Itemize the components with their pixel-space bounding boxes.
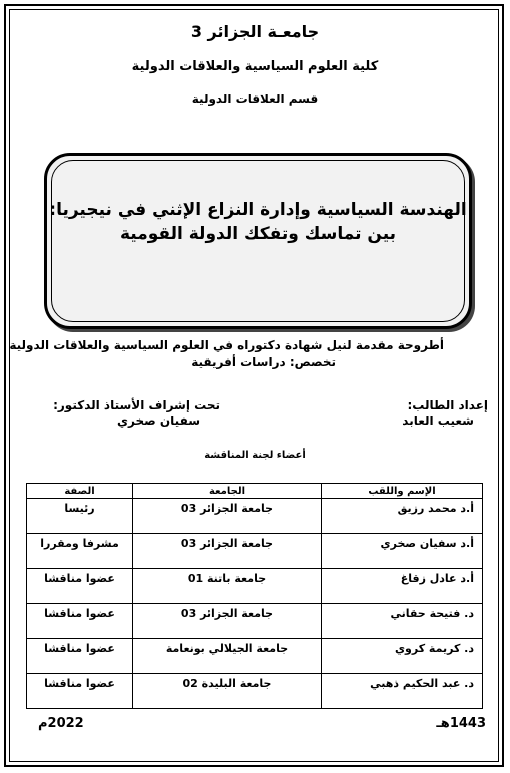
- gregorian-year: 2022م: [38, 716, 84, 731]
- member-role: عضوا مناقشا: [27, 604, 133, 639]
- table-row: [27, 674, 483, 709]
- thesis-title-line1: الهندسة السياسية وإدارة النزاع الإثني في نيجيريا:: [49, 200, 467, 220]
- supervisor-label: تحت إشراف الأستاذ الدكتور:: [53, 398, 220, 412]
- member-university: جامعة البليدة 02: [133, 674, 322, 709]
- table-row: [27, 569, 483, 604]
- table-row: [27, 499, 483, 534]
- member-role: عضوا مناقشا: [27, 674, 133, 709]
- member-university: جامعة الجيلالي بونعامة: [133, 639, 322, 674]
- header-name: الإسم واللقب: [322, 484, 483, 499]
- committee-header-row: [27, 484, 483, 499]
- header-role: الصفة: [27, 484, 133, 499]
- faculty-name: كلية العلوم السياسية والعلاقات الدولية: [131, 59, 379, 74]
- thesis-title: [44, 198, 472, 246]
- student-label: إعداد الطالب:: [407, 398, 488, 412]
- submission-statement: أطروحة مقدمة لنيل شهادة دكتوراه في العلوم السياسية والعلاقات الدولية: [9, 338, 444, 352]
- university-name: جامعـة الجزائر 3: [190, 22, 320, 41]
- thesis-title-line2: بين تماسك وتفكك الدولة القومية: [119, 224, 397, 244]
- table-row: [27, 534, 483, 569]
- committee-table: [26, 483, 483, 709]
- table-row: [27, 604, 483, 639]
- member-name: أ.د عادل زقاغ: [322, 569, 483, 604]
- member-role: مشرفا ومقررا: [27, 534, 133, 569]
- member-university: جامعة الجزائر 03: [133, 604, 322, 639]
- table-row: [27, 639, 483, 674]
- member-name: د. كريمة كروي: [322, 639, 483, 674]
- member-role: رئيسا: [27, 499, 133, 534]
- hijri-year: 1443هـ: [436, 716, 486, 731]
- supervisor-name: سفيان صخري: [117, 414, 200, 428]
- member-name: أ.د سفيان صخري: [322, 534, 483, 569]
- member-university: جامعة باتنة 01: [133, 569, 322, 604]
- department-name: قسم العلاقات الدولية: [191, 92, 319, 106]
- member-role: عضوا مناقشا: [27, 569, 133, 604]
- member-name: د. عبد الحكيم ذهبي: [322, 674, 483, 709]
- specialization: تخصص: دراسات أفريقية: [191, 355, 336, 369]
- member-university: جامعة الجزائر 03: [133, 534, 322, 569]
- student-name: شعيب العابد: [402, 414, 474, 428]
- header-university: الجامعة: [133, 484, 322, 499]
- member-university: جامعة الجزائر 03: [133, 499, 322, 534]
- member-name: د. فتيحة حقاني: [322, 604, 483, 639]
- member-name: أ.د محمد رزيق: [322, 499, 483, 534]
- committee-title: أعضاء لجنة المناقشة: [204, 450, 306, 461]
- member-role: عضوا مناقشا: [27, 639, 133, 674]
